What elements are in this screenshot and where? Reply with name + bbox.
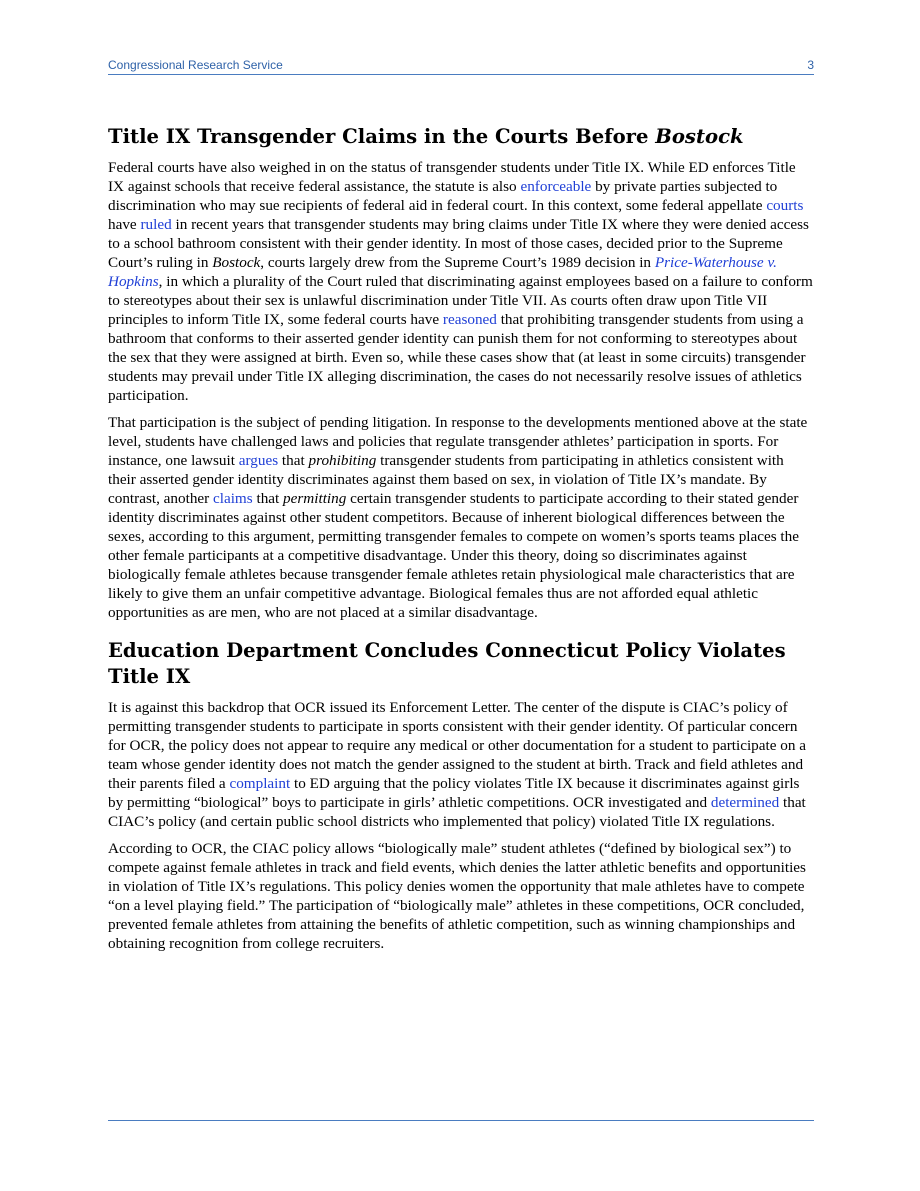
header-organization: Congressional Research Service — [108, 58, 283, 72]
paragraph: It is against this backdrop that OCR issued its Enforcement Letter. The center of the dispute is CIAC’s policy of permitting transgender students to participate in sports consistent with their gender identity. Of particular concern for OCR, the policy does not appear to require any medical or other documentation for a student to participate on a team whose gender identity does not match the gender assigned to the student at birth. Track and field athletes and their parents filed a complaint to ED arguing that the policy violates Title IX because it discriminates against girls by permitting “biological” boys to participate in girls’ athletic competitions. OCR investigated and determined that CIAC’s policy (and certain public school districts who implemented that policy) violated Title IX regulations. — [108, 699, 806, 830]
page-number: 3 — [807, 58, 814, 72]
link-complaint[interactable]: complaint — [229, 775, 291, 792]
link-price-waterhouse[interactable]: Price-Waterhouse v. Hopkins — [108, 254, 777, 290]
section-heading-bostock: Title IX Transgender Claims in the Courts Before Bostock — [108, 125, 744, 148]
header-rule — [108, 74, 814, 75]
link-determined[interactable]: determined — [710, 794, 780, 811]
paragraph: That participation is the subject of pending litigation. In response to the developments mentioned above at the state level, students have challenged laws and policies that regulate transgender athletes’ participation in sports. For instance, one lawsuit argues that prohibiting transgender students from participating in athletics consistent with their asserted gender identity discriminates against them based on sex, in violation of Title IX’s mandate. By contrast, another claims that permitting certain transgender students to participate according to their stated gender identity discriminates against other student competitors. Because of inherent biological differences between the sexes, according to this argument, permitting transgender females to compete on women’s sports teams places the other female participants at a competitive disadvantage. Under this theory, doing so discriminates against biologically female athletes because transgender female athletes retain physiological male characteristics that are likely to give them an unfair competitive advantage. Biological females thus are not afforded equal athletic opportunities as are men, who are not placed at a similar disadvantage. — [108, 414, 808, 621]
link-ruled[interactable]: ruled — [140, 216, 172, 233]
document-body — [108, 124, 814, 961]
footer-rule — [108, 1120, 814, 1121]
paragraph: According to OCR, the CIAC policy allows “biologically male” student athletes (“defined by biological sex”) to compete against female athletes in track and field events, which denies the latter athletic benefits and opportunities in violation of Title IX’s regulations. This policy denies women the opportunity that male athletes have to compete “on a level playing field.” The participation of “biologically male” athletes in these competitions, OCR concluded, prevented female athletes from attaining the benefits of athletic competition, such as winning championships and obtaining recognition from college recruiters. — [108, 840, 806, 952]
paragraph: Federal courts have also weighed in on the status of transgender students under Title IX. While ED enforces Title IX against schools that receive federal assistance, the statute is also enforceable by private parties subjected to discrimination who may sue recipients of federal aid in federal court. In this context, some federal appellate courts have ruled in recent years that transgender students may bring claims under Title IX where they were denied access to a school bathroom consistent with their gender identity. In most of those cases, decided prior to the Supreme Court’s ruling in Bostock, courts largely drew from the Supreme Court’s 1989 decision in Price-Waterhouse v. Hopkins, in which a plurality of the Court ruled that discriminating against employees based on a failure to conform to stereotypes about their sex is unlawful discrimination under Title VII. As courts often draw upon Title VII principles to inform Title IX, some federal courts have reasoned that prohibiting transgender students from using a bathroom that conforms to their asserted gender identity can punish them for not conforming to stereotypes about the sex that they were assigned at birth. Even so, while these cases show that (at least in some circuits) transgender students may prevail under Title IX alleging discrimination, the cases do not necessarily resolve issues of athletics participation. — [108, 159, 813, 404]
link-enforceable[interactable]: enforceable — [520, 178, 592, 195]
link-courts[interactable]: courts — [766, 197, 804, 214]
section-heading-education-department: Education Department Concludes Connecticut Policy Violates Title IX — [108, 639, 786, 688]
link-claims[interactable]: claims — [213, 490, 253, 507]
link-argues[interactable]: argues — [238, 452, 279, 469]
link-reasoned[interactable]: reasoned — [442, 311, 497, 328]
